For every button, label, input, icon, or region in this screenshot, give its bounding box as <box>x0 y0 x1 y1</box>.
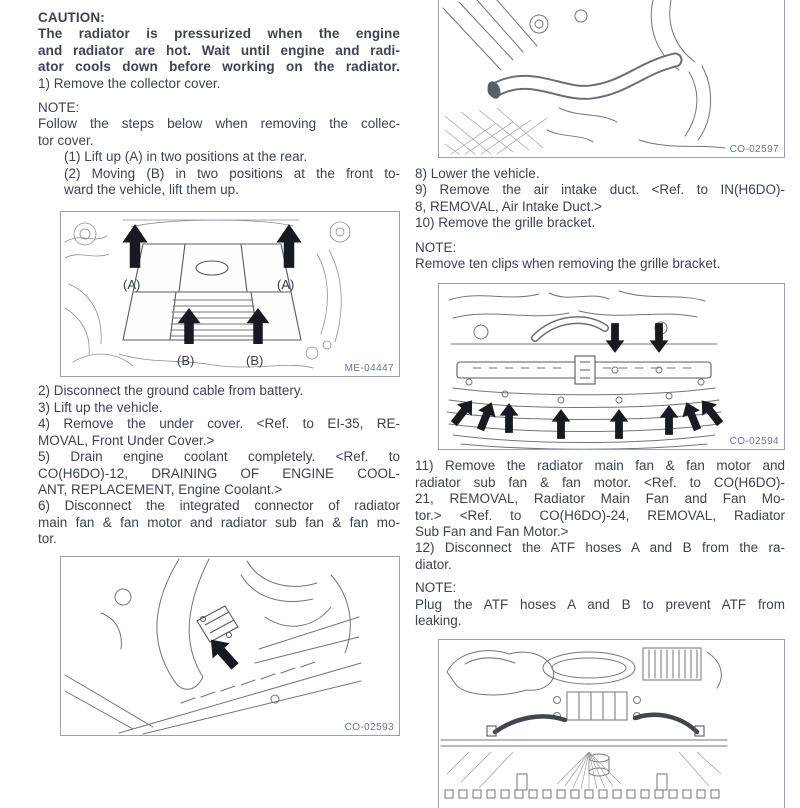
figure-radiator-top <box>438 639 785 808</box>
label-a-right: (A) <box>277 277 295 293</box>
step-12-cont: diator. <box>415 556 452 572</box>
caution-block <box>38 10 400 92</box>
step-1: 1) Remove the collector cover. <box>38 75 221 91</box>
radiator-illustration <box>439 640 729 808</box>
label-b-left: (B) <box>177 353 195 369</box>
step-6: 6) Disconnect the integrated connector of radiator <box>38 498 400 514</box>
step-11-cont: radiator sub fan & fan motor. <Ref. to CO(H6DO)- <box>415 474 785 490</box>
substep-2-cont: ward the vehicle, lift them up. <box>64 182 239 198</box>
note-block-3 <box>415 580 785 629</box>
text-line: Follow the steps below when removing the collec- <box>38 116 400 132</box>
figure-code: CO-02594 <box>729 436 779 448</box>
caution-title: CAUTION: <box>38 10 105 25</box>
grille-illustration <box>439 284 729 449</box>
step-11: 11) Remove the radiator main fan & fan motor and <box>415 458 785 474</box>
note-title: NOTE: <box>415 580 457 596</box>
substep-2: (2) Moving (B) in two positions at the front to- <box>64 165 400 181</box>
step-5-cont: CO(H6DO)-12, DRAINING OF ENGINE COOL- <box>38 465 400 481</box>
note-block-2 <box>415 240 785 273</box>
text-line: Plug the ATF hoses A and B to prevent ATF from <box>415 596 785 612</box>
note-title: NOTE: <box>415 239 457 255</box>
spacer <box>415 573 785 580</box>
text-line: tor cover. <box>38 132 94 148</box>
right-column <box>415 0 785 808</box>
step-11-cont4: Sub Fan and Fan Motor.> <box>415 524 569 540</box>
text-line: leaking. <box>415 613 462 629</box>
note-title: NOTE: <box>38 100 80 116</box>
step-2: 2) Disconnect the ground cable from battery. <box>38 383 304 399</box>
text-line: and radiator are hot. Wait until engine and radi- <box>38 42 400 58</box>
spacer <box>415 232 785 240</box>
figure-collector-cover <box>60 211 400 377</box>
steps-block-right-b <box>415 458 785 573</box>
step-5-cont2: ANT, REPLACEMENT, Engine Coolant.> <box>38 481 283 497</box>
figure-code: CO-02597 <box>729 144 779 155</box>
step-5: 5) Drain engine coolant completely. <Ref. to <box>38 449 400 465</box>
step-11-cont2: 21, REMOVAL, Radiator Main Fan and Fan Mo- <box>415 491 785 507</box>
text-line: Remove ten clips when removing the grille bracket. <box>415 256 721 272</box>
figure-code: CO-02593 <box>344 721 394 733</box>
text-line: The radiator is pressurized when the engine <box>38 26 400 42</box>
figure-hose-routing <box>438 0 785 158</box>
engine-bay-illustration <box>61 212 363 376</box>
step-9-cont: 8, REMOVAL, Air Intake Duct.> <box>415 198 602 214</box>
figure-grille-bracket <box>438 283 785 450</box>
substep-1: (1) Lift up (A) in two positions at the rear. <box>64 149 308 165</box>
step-10: 10) Remove the grille bracket. <box>415 215 596 231</box>
step-4: 4) Remove the under cover. <Ref. to EI-35, RE- <box>38 416 400 432</box>
step-3: 3) Lift up the vehicle. <box>38 399 163 415</box>
text-line: ator cools down before working on the radiator. <box>38 59 400 75</box>
figure-fan-connector <box>60 556 400 736</box>
step-8: 8) Lower the vehicle. <box>415 166 540 181</box>
figure-code: ME-04447 <box>344 363 394 375</box>
step-11-cont3: tor.> <Ref. to CO(H6DO)-24, REMOVAL, Radiator <box>415 507 785 523</box>
hose-illustration <box>439 0 729 157</box>
step-4-cont: MOVAL, Front Under Cover.> <box>38 432 215 448</box>
note-block-1 <box>38 100 400 198</box>
step-6-cont2: tor. <box>38 531 57 547</box>
underside-illustration <box>61 557 363 735</box>
label-b-right: (B) <box>246 353 264 369</box>
label-a-left: (A) <box>123 277 141 293</box>
step-6-cont: main fan & fan motor and radiator sub fan & fan mo- <box>38 514 400 530</box>
left-column <box>38 0 400 736</box>
step-9: 9) Remove the air intake duct. <Ref. to IN(H6DO)- <box>415 182 785 198</box>
steps-block-left <box>38 383 400 547</box>
spacer <box>38 92 400 100</box>
steps-block-right-a <box>415 166 785 232</box>
step-12: 12) Disconnect the ATF hoses A and B from the ra- <box>415 540 785 556</box>
